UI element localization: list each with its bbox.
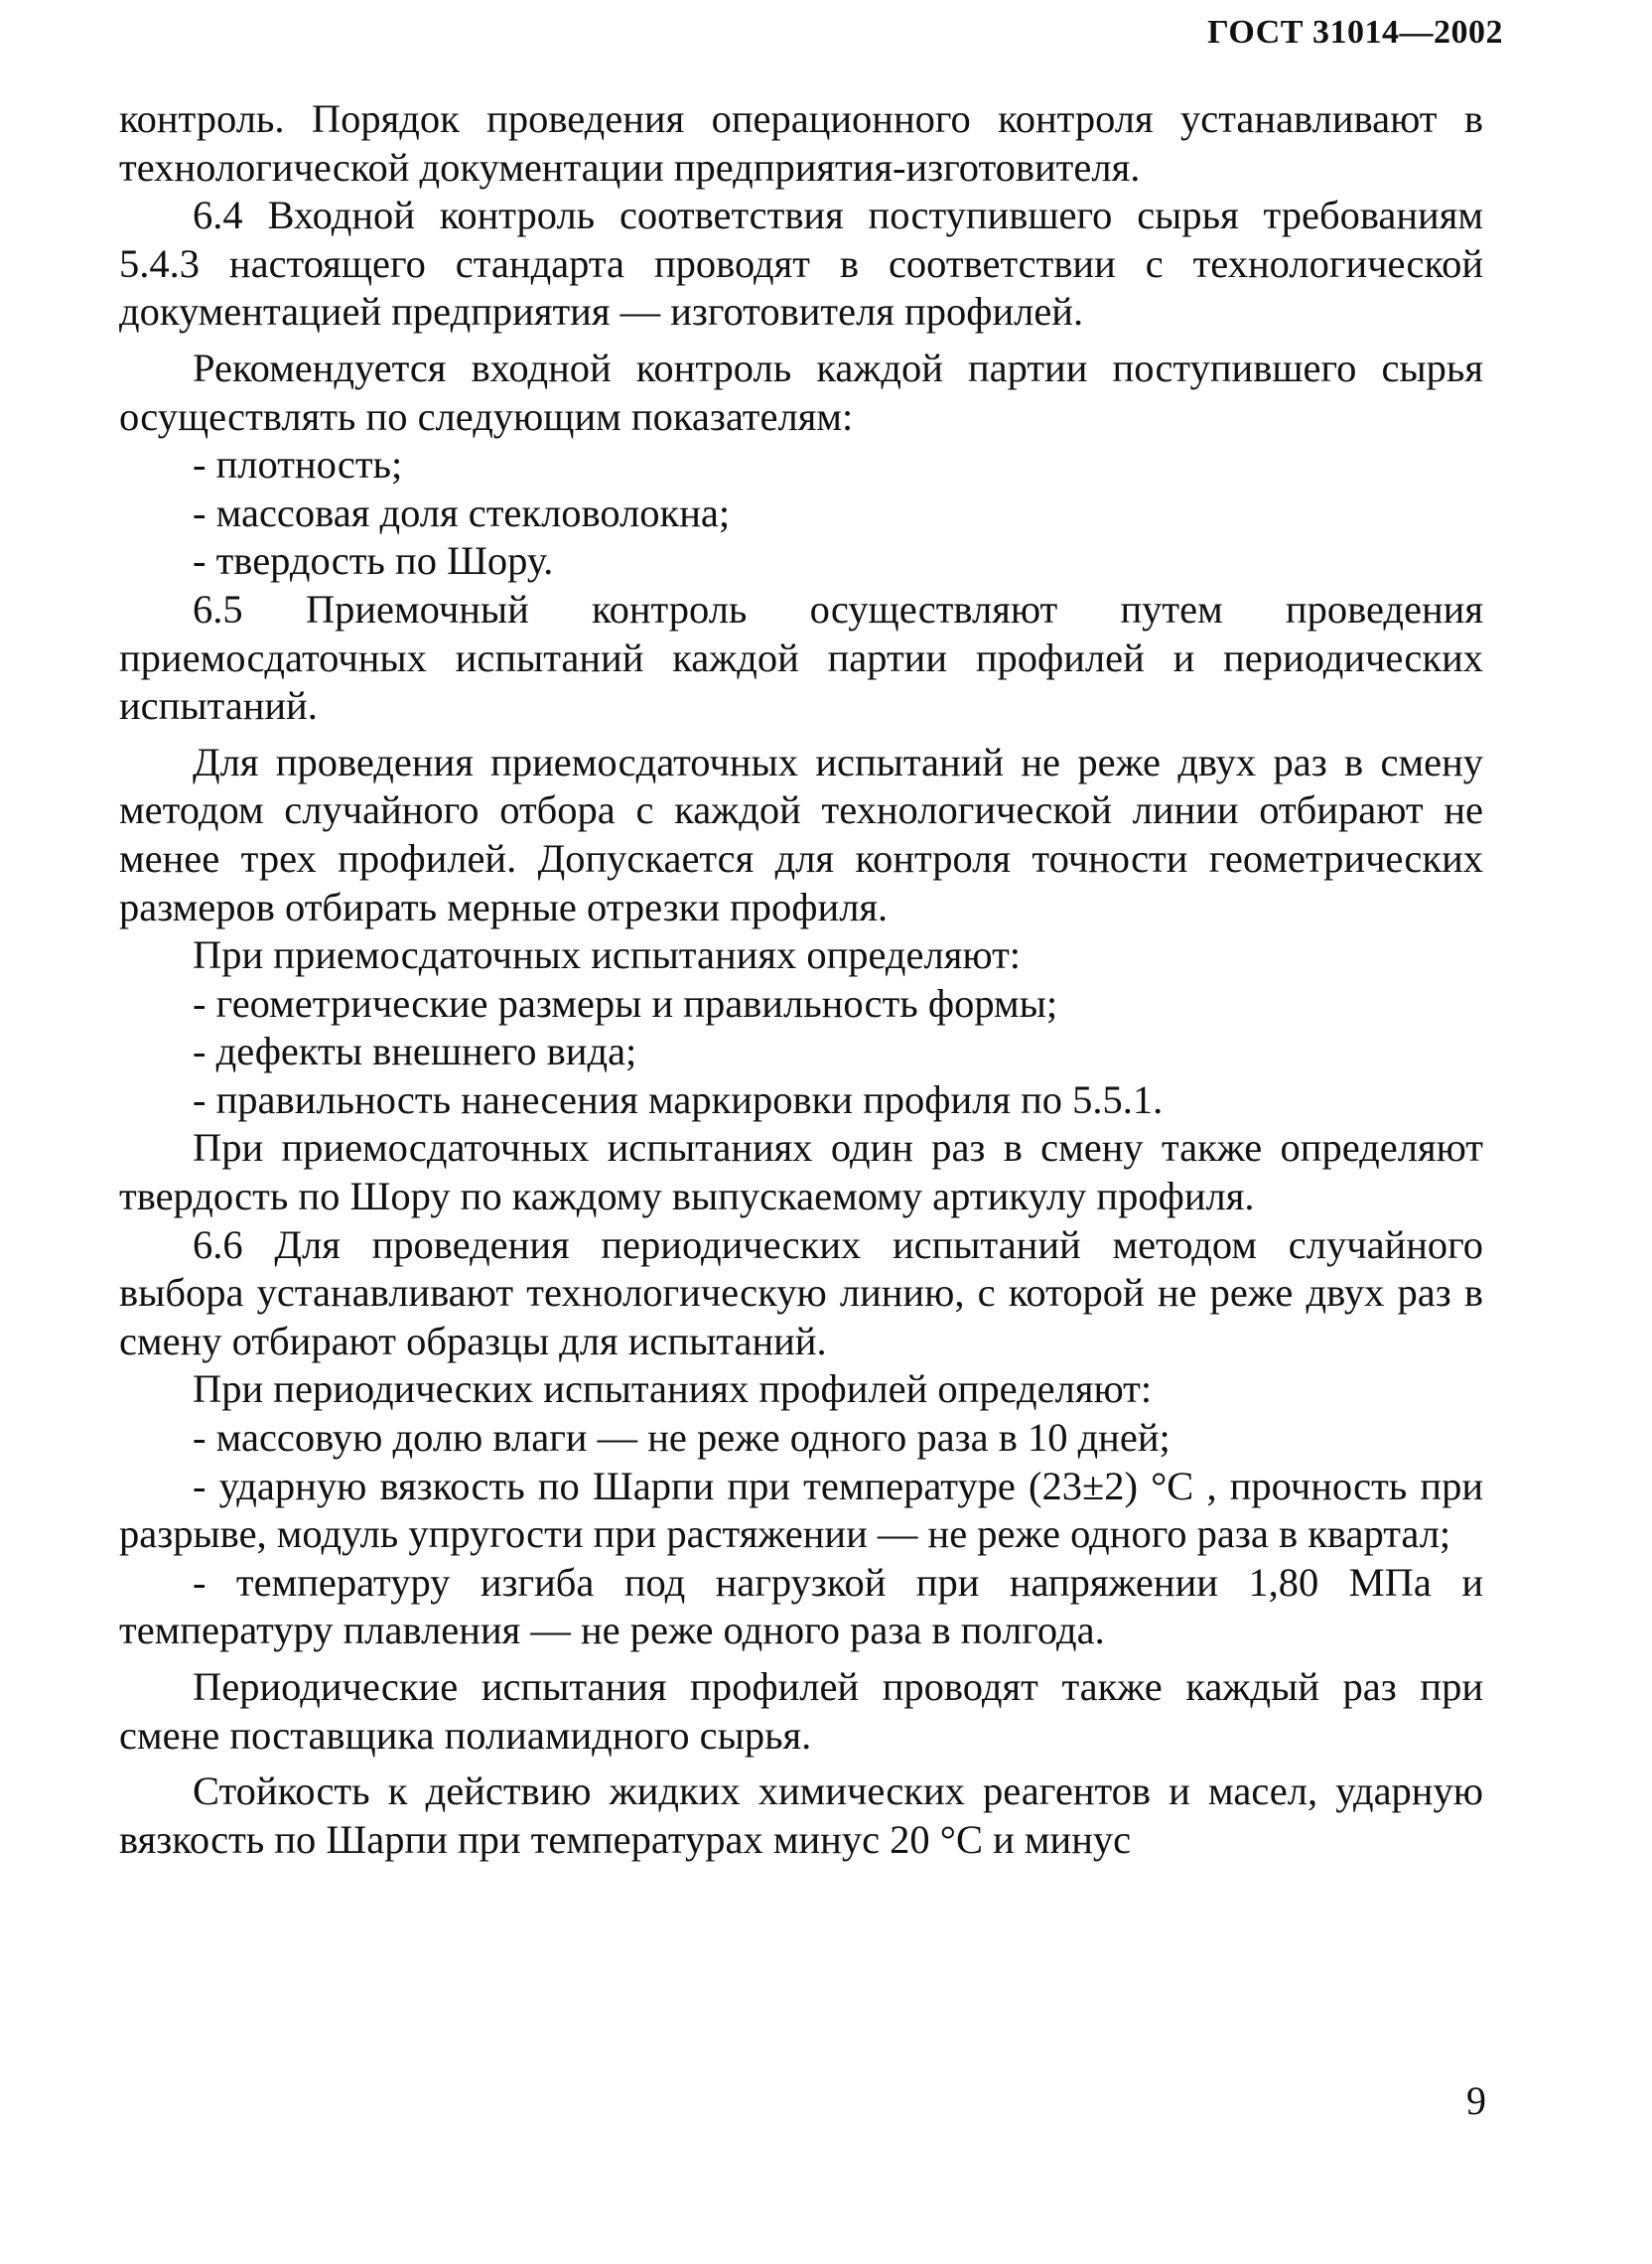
paragraph-6-6: 6.6 Для проведения периодических испытаний методом случайного выбора устанавливают технологическую линию, с которой не реже двух раз в смену отбирают образцы для испытаний.	[119, 1221, 1483, 1363]
paragraph-continuation: контроль. Порядок проведения операционного контроля устанавливают в технологической документации предприятия-изготовителя.	[119, 96, 1483, 190]
list-item-appearance-defects: - дефекты внешнего вида;	[193, 1029, 637, 1074]
paragraph-incoming-control-recommendation: Рекомендуется входной контроль каждой партии поступившего сырья осуществлять по следующим показателям:	[119, 345, 1483, 439]
list-item-marking: - правильность нанесения маркировки профиля по 5.5.1.	[193, 1076, 1164, 1122]
paragraph-6-4: 6.4 Входной контроль соответствия поступившего сырья требованиям 5.4.3 настоящего стандарта проводят в соответствии с технологической документацией предприятия — изготовителя профилей.	[119, 193, 1483, 335]
paragraph-6-5: 6.5 Приемочный контроль осуществляют путем проведения приемосдаточных испытаний каждой партии профилей и периодических испытаний.	[119, 586, 1483, 729]
paragraph-shore-per-shift: При приемосдаточных испытаниях один раз в смену также определяют твердость по Шору по каждому выпускаемому артикулу профиля.	[119, 1125, 1483, 1219]
list-item-glass-fiber-fraction: - массовая доля стекловолокна;	[193, 490, 731, 535]
list-item-shore-hardness: - твердость по Шору.	[193, 538, 554, 584]
list-item-moisture: - массовую долю влаги — не реже одного раза в 10 дней;	[193, 1415, 1170, 1461]
paragraph-chemical-resistance: Стойкость к действию жидких химических реагентов и масел, ударную вязкость по Шарпи при температурах минус 20 °С и минус	[119, 1769, 1483, 1862]
list-item-geometry: - геометрические размеры и правильность формы;	[193, 980, 1058, 1026]
page-number: 9	[1466, 2078, 1486, 2123]
list-item-heat-deflection: - температуру изгиба под нагрузкой при напряжении 1,80 МПа и температуру плавления — не реже одного раза в полгода.	[119, 1559, 1483, 1653]
document-body	[119, 95, 1483, 1864]
paragraph-periodic-determine: При периодических испытаниях профилей определяют:	[193, 1366, 1153, 1412]
paragraph-acceptance-sampling: Для проведения приемосдаточных испытаний не реже двух раз в смену методом случайного отбора с каждой технологической линии отбирают не менее трех профилей. Допускается для контроля точности геометрических размеров отбирать мерные отрезки профиля.	[119, 739, 1483, 929]
paragraph-supplier-change: Периодические испытания профилей проводят также каждый раз при смене поставщика полиамидного сырья.	[119, 1664, 1483, 1758]
paragraph-acceptance-determine: При приемосдаточных испытаниях определяют:	[193, 932, 1022, 978]
document-header: ГОСТ 31014—2002	[1207, 14, 1503, 51]
list-item-density: - плотность;	[193, 442, 403, 488]
list-item-charpy-impact: - ударную вязкость по Шарпи при температуре (23±2) °С , прочность при разрыве, модуль упругости при растяжении — не реже одного раза в квартал;	[119, 1463, 1483, 1557]
